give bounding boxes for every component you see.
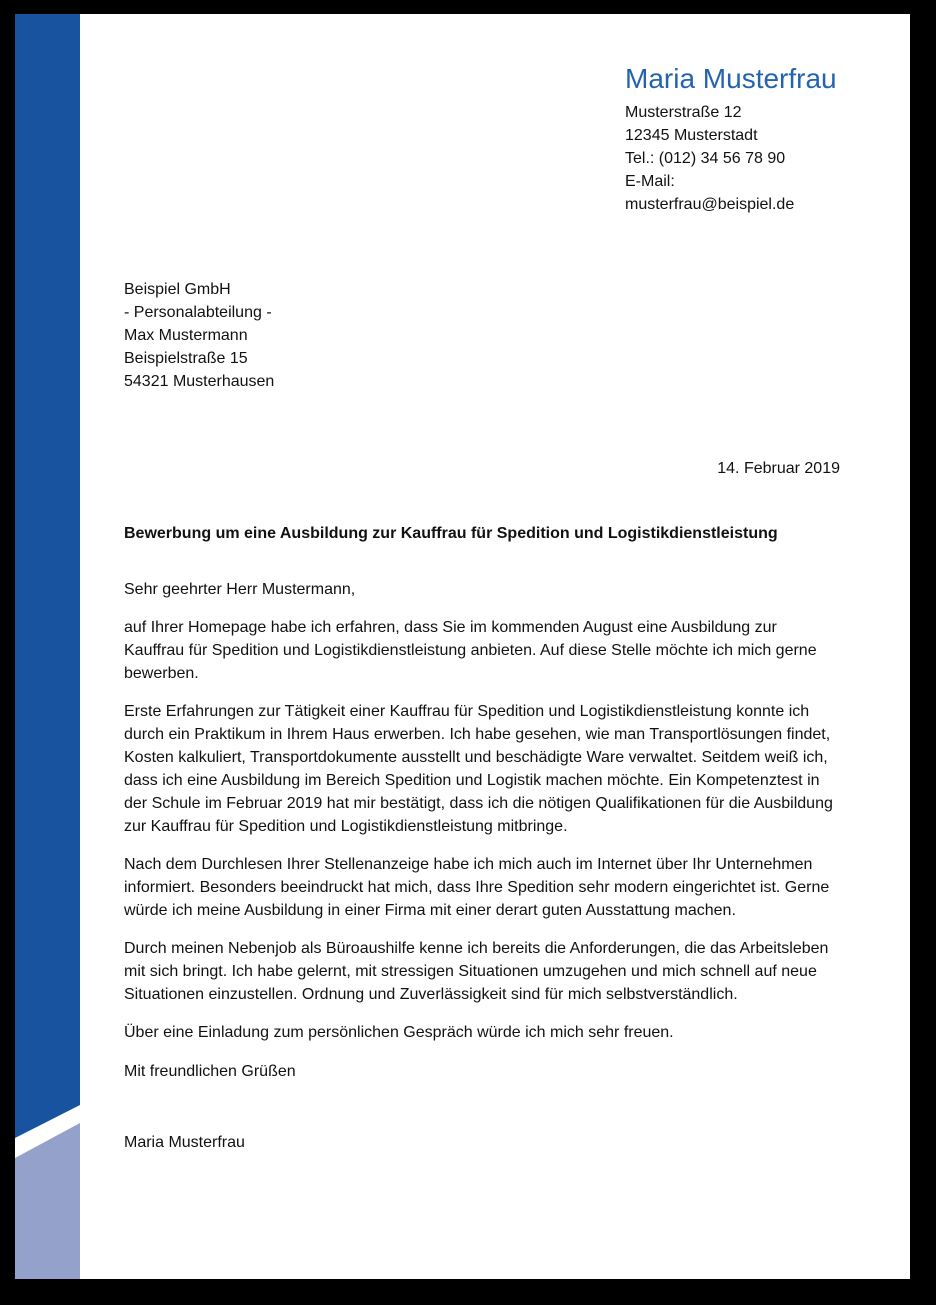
recipient-street: Beispielstraße 15 bbox=[124, 350, 248, 367]
sender-email: E-Mail: musterfrau@beispiel.de bbox=[625, 173, 795, 213]
recipient-contact: Max Mustermann bbox=[124, 327, 248, 344]
sender-phone: Tel.: (012) 34 56 78 90 bbox=[625, 150, 786, 167]
signature-name: Maria Musterfrau bbox=[124, 1134, 245, 1151]
sender-name: Maria Musterfrau bbox=[625, 63, 837, 94]
recipient-block bbox=[124, 278, 840, 393]
letter-content bbox=[15, 14, 910, 1279]
paragraph-company-research: Nach dem Durchlesen Ihrer Stellenanzeige habe ich mich auch im Internet über Ihr Unternehmen informiert. Besonders beeindruckt hat mich, dass Ihre Spedition sehr modern eingerichtet ist. Gerne würde ich meine Ausbildung in einer Firma mit einer derart guten Ausstattung machen. bbox=[124, 856, 830, 919]
paragraph-invitation: Über eine Einladung zum persönlichen Gespräch würde ich mich sehr freuen. bbox=[124, 1024, 674, 1041]
sender-street: Musterstraße 12 bbox=[625, 104, 742, 121]
letter-paper bbox=[15, 14, 910, 1279]
recipient-company: Beispiel GmbH bbox=[124, 281, 231, 298]
recipient-department: - Personalabteilung - bbox=[124, 304, 272, 321]
sender-city: 12345 Musterstadt bbox=[625, 127, 758, 144]
paragraph-experience: Erste Erfahrungen zur Tätigkeit einer Kauffrau für Spedition und Logistikdienstleistung konnte ich durch ein Praktikum in Ihrem Haus erwerben. Ich habe gesehen, wie man Transportlösungen findet, Kosten kalkuliert, Transportdokumente ausstellt und beschädigte Ware verwaltet. Seitdem weiß ich, dass ich eine Ausbildung im Bereich Spedition und Logistik machen möchte. Ein Kompetenztest in der Schule im Februar 2019 hat mir bestätigt, dass ich die nötigen Qualifikationen für die Ausbildung zur Kauffrau für Spedition und Logistikdienstleistung mitbringe. bbox=[124, 703, 833, 835]
sender-block bbox=[625, 62, 840, 216]
closing-formula: Mit freundlichen Grüßen bbox=[124, 1063, 296, 1080]
recipient-city: 54321 Musterhausen bbox=[124, 373, 275, 390]
salutation: Sehr geehrter Herr Mustermann, bbox=[124, 581, 356, 598]
letter-date: 14. Februar 2019 bbox=[717, 460, 840, 477]
paragraph-intro: auf Ihrer Homepage habe ich erfahren, dass Sie im kommenden August eine Ausbildung zur Kauffrau für Spedition und Logistikdienstleistung anbieten. Auf diese Stelle möchte ich mich gerne bewerben. bbox=[124, 619, 817, 682]
subject-line: Bewerbung um eine Ausbildung zur Kauffrau für Spedition und Logistikdienstleistung bbox=[124, 525, 778, 542]
paragraph-side-job: Durch meinen Nebenjob als Büroaushilfe kenne ich bereits die Anforderungen, die das Arbeitsleben mit sich bringt. Ich habe gelernt, mit stressigen Situationen umzugehen und mich schnell auf neue Situationen einzustellen. Ordnung und Zuverlässigkeit sind für mich selbstverständlich. bbox=[124, 940, 829, 1003]
